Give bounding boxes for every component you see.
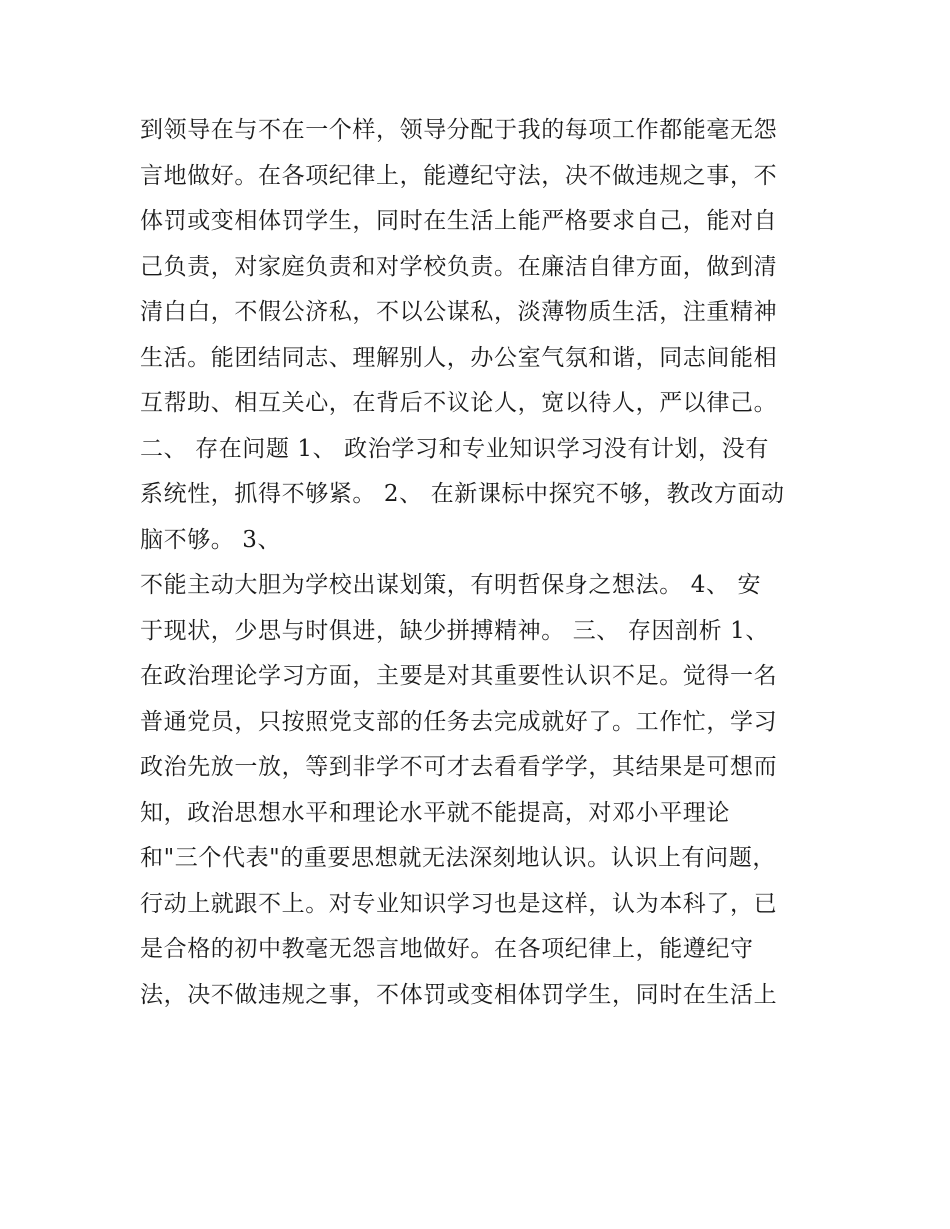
text-line: 二、 存在问题 1、 政治学习和专业知识学习没有计划，没有: [140, 435, 769, 462]
text-line: 生活。能团结同志、理解别人，办公室气氛和谐，同志间能相: [140, 344, 778, 371]
text-line: 己负责，对家庭负责和对学校负责。在廉洁自律方面，做到清: [140, 253, 778, 280]
text-line: 在政治理论学习方面，主要是对其重要性认识不足。觉得一名: [140, 663, 778, 689]
text-line: 法，决不做违规之事，不体罚或变相体罚学生，同时在生活上: [140, 981, 778, 1008]
text-line: 知，政治思想水平和理论水平就不能提高，对邓小平理论: [140, 799, 730, 826]
text-line: 普通党员，只按照党支部的任务去完成就好了。工作忙，学习: [140, 708, 778, 735]
text-line: 清白白，不假公济私，不以公谋私，淡薄物质生活，注重精神: [140, 299, 778, 325]
text-line: 系统性，抓得不够紧。 2、 在新课标中探究不够，教改方面动: [140, 481, 785, 507]
document-body: [140, 108, 820, 1018]
text-line: 互帮助、相互关心，在背后不议论人，宽以待人，严以律己。: [140, 390, 778, 416]
text-line: 行动上就跟不上。对专业知识学习也是这样，认为本科了，已: [140, 890, 778, 917]
text-line: 不能主动大胆为学校出谋划策，有明哲保身之想法。 4、 安: [140, 572, 762, 598]
text-line: 是合格的初中教毫无怨言地做好。在各项纪律上，能遵纪守: [140, 936, 754, 962]
text-line: 到领导在与不在一个样，领导分配于我的每项工作都能毫无怨: [140, 117, 778, 143]
text-line: 体罚或变相体罚学生，同时在生活上能严格要求自己，能对自: [140, 208, 778, 234]
text-line: 和"三个代表"的重要思想就无法深刻地认识。认识上有问题，: [140, 845, 776, 871]
text-line: 政治先放一放，等到非学不可才去看看学学，其结果是可想而: [140, 754, 778, 780]
text-line: 脑不够。 3、: [140, 526, 282, 553]
text-line: 于现状，少思与时俱进，缺少拼搏精神。 三、 存因剖析 1、: [140, 617, 769, 644]
text-line: 言地做好。在各项纪律上，能遵纪守法，决不做违规之事，不: [140, 162, 778, 189]
